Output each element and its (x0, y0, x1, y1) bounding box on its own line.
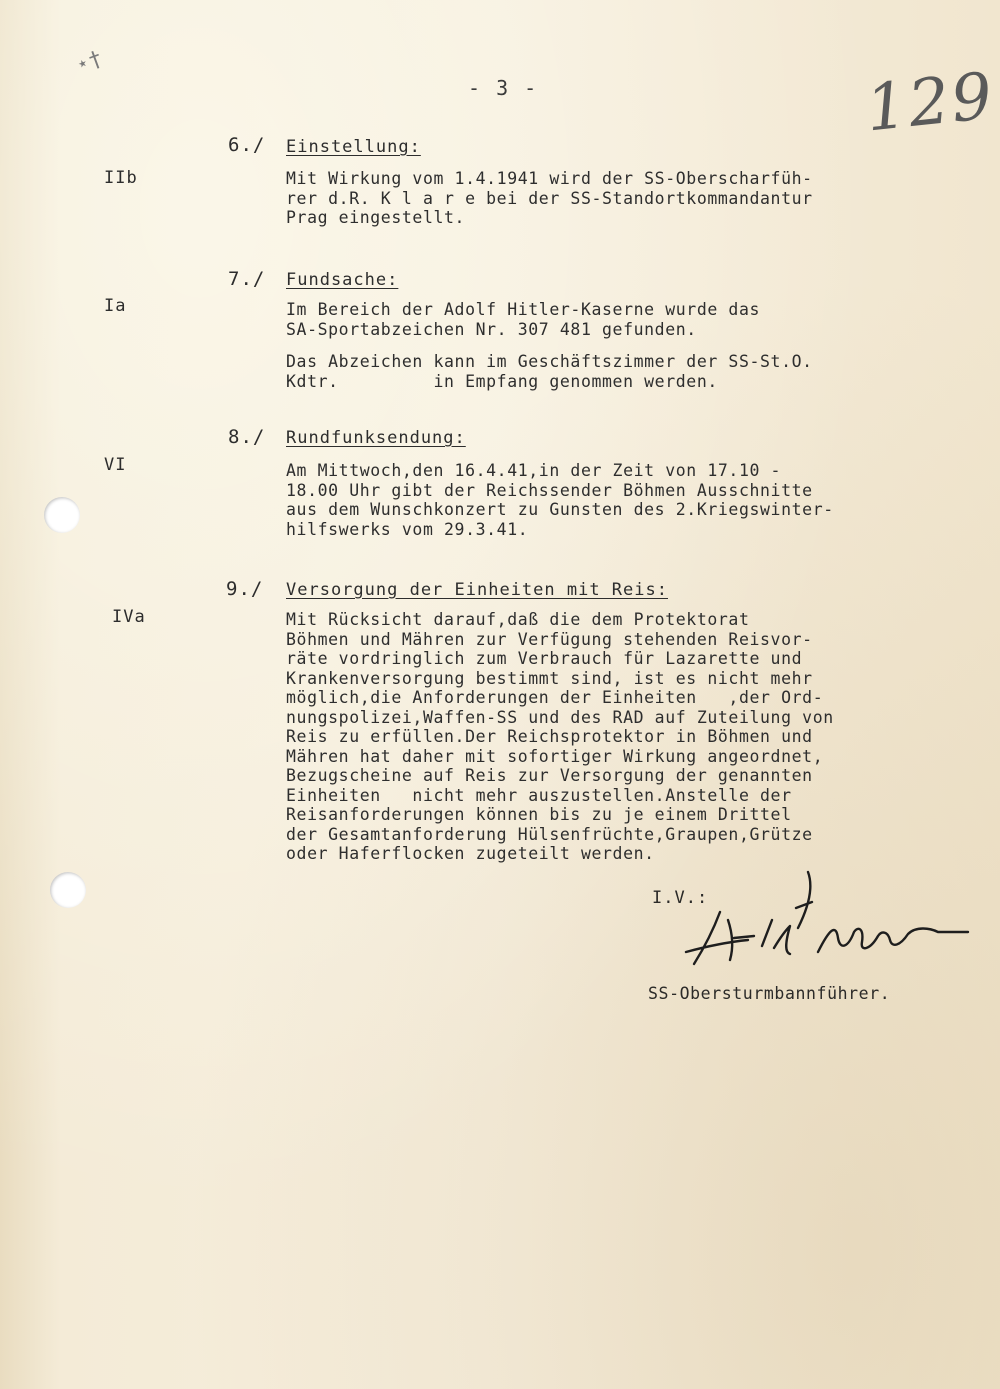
text-line: Kdtr. in Empfang genommen werden. (286, 371, 718, 391)
text-line: Am Mittwoch,den 16.4.41,in der Zeit von 17.10 - (286, 461, 782, 480)
department-code: VI (104, 455, 127, 475)
text-line: Reisanforderungen können bis zu je einem Drittel (286, 805, 792, 824)
department-code: Ia (104, 296, 127, 316)
signature-iv: I.V.: (652, 888, 709, 908)
punch-hole-upper (44, 497, 80, 533)
text-line: der Gesamtanforderung Hülsenfrüchte,Graupen,Grütze (286, 824, 813, 844)
item-number: 7./ (228, 268, 266, 290)
text-line: 18.00 Uhr gibt der Reichssender Böhmen Ausschnitte (286, 480, 813, 500)
text-line: SA-Sportabzeichen Nr. 307 481 gefunden. (286, 319, 697, 339)
item-heading: Fundsache: (286, 270, 399, 290)
text-line: oder Haferflocken zugeteilt werden. (286, 844, 655, 863)
text-line: räte vordringlich zum Verbrauch für Lazarette und (286, 649, 803, 668)
text-line: Das Abzeichen kann im Geschäftszimmer der SS-St.O. (286, 352, 813, 371)
handwritten-signature (668, 868, 978, 978)
department-code: IVa (112, 607, 146, 627)
page-number: - 3 - (468, 76, 539, 100)
text-line: Mit Rücksicht darauf,daß die dem Protektorat (286, 610, 750, 629)
item-number: 6./ (228, 134, 266, 156)
ink-smudge: ⋆† (72, 46, 106, 79)
item-paragraph (286, 610, 926, 864)
item-paragraph (286, 461, 926, 539)
item-heading: Versorgung der Einheiten mit Reis: (286, 580, 668, 600)
text-line: nungspolizei,Waffen-SS und des RAD auf Zuteilung von (286, 707, 834, 727)
punch-hole-lower (50, 872, 86, 908)
item-paragraph (286, 300, 926, 339)
text-line: hilfswerks vom 29.3.41. (286, 519, 529, 539)
text-line: aus dem Wunschkonzert zu Gunsten des 2.Kriegswinter- (286, 500, 834, 519)
archive-number: 129 (862, 59, 998, 147)
text-line: Mit Wirkung vom 1.4.1941 wird der SS-Oberscharfüh- (286, 169, 813, 188)
item-heading: Rundfunksendung: (286, 428, 466, 448)
text-line: Bezugscheine auf Reis zur Versorgung der genannten (286, 766, 813, 785)
text-line: Im Bereich der Adolf Hitler-Kaserne wurde das (286, 300, 761, 319)
signature-rank: SS-Obersturmbannführer. (648, 984, 891, 1003)
text-line: Krankenversorgung bestimmt sind, ist es nicht mehr (286, 668, 813, 688)
text-line: Prag eingestellt. (286, 208, 466, 227)
text-line: Einheiten nicht mehr auszustellen.Anstelle der (286, 785, 792, 805)
text-line: möglich,die Anforderungen der Einheiten ,der Ord- (286, 688, 824, 707)
item-paragraph (286, 352, 926, 391)
item-number: 9./ (226, 578, 264, 600)
item-heading: Einstellung: (286, 137, 421, 157)
text-line: Reis zu erfüllen.Der Reichsprotektor in Böhmen und (286, 727, 813, 746)
text-line: Böhmen und Mähren zur Verfügung stehenden Reisvor- (286, 629, 813, 649)
text-line: rer d.R. K l a r e bei der SS-Standortkommandantur (286, 188, 813, 208)
department-code: IIb (104, 168, 138, 188)
item-number: 8./ (228, 426, 266, 448)
text-line: Mähren hat daher mit sofortiger Wirkung angeordnet, (286, 746, 824, 766)
item-paragraph (286, 169, 926, 228)
